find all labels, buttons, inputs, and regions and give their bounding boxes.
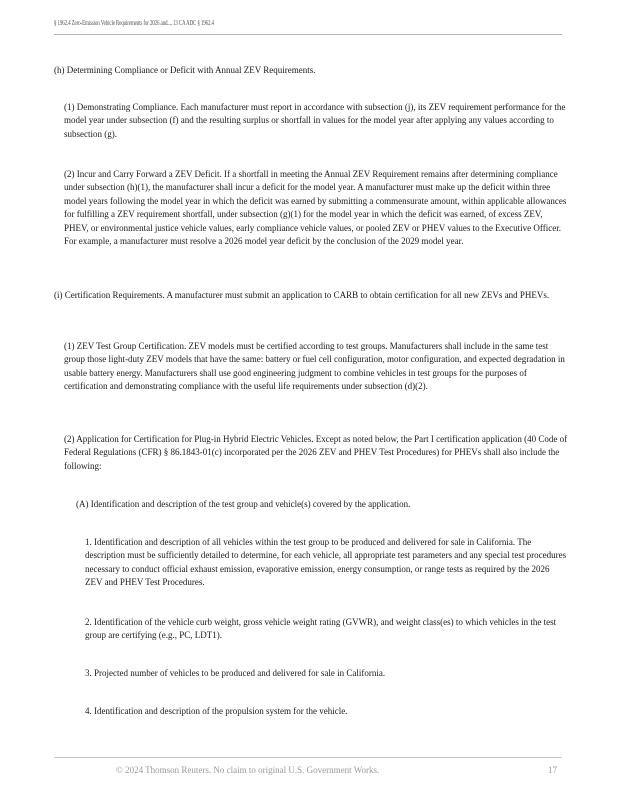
section-h-heading: (h) Determining Compliance or Deficit with Annual ZEV Requirements. xyxy=(54,65,316,75)
footer-divider xyxy=(54,757,562,758)
list-item-4: 4. Identification and description of the propulsion system for the vehicle. xyxy=(85,706,348,716)
paragraph-i2: (2) Application for Certification for Plug-in Hybrid Electric Vehicles. Except as noted below, the Part I certification application (40 Code of Federal Regulations (CFR) § 86.1843-01(c) incorporated per the 2026 ZEV and PHEV Test Procedures) for PHEVs shall also include the following: xyxy=(64,434,568,471)
section-i-heading: (i) Certification Requirements. A manufacturer must submit an application to CARB to obtain certification for all new ZEVs and PHEVs. xyxy=(54,290,550,300)
paragraph-h1: (1) Demonstrating Compliance. Each manufacturer must report in accordance with subsection (j), its ZEV requirement performance for the model year under subsection (f) and the resulting surplus or shortfall in values for the model year after applying any values according to subsection (g). xyxy=(64,102,566,139)
paragraph-i1: (1) ZEV Test Group Certification. ZEV models must be certified according to test groups. Manufacturers shall include in the same test group those light-duty ZEV models that have the same: battery or fuel cell configuration, motor configuration, and expected degradation in usable battery energy. Manufacturers shall use good engineering judgment to combine vehicles in test groups for the purposes of certification and demonstrating compliance with the useful life requirements under subsection (d)(2). xyxy=(64,341,565,392)
paragraph-i2-a: (A) Identification and description of the test group and vehicle(s) covered by the application. xyxy=(76,499,411,509)
footer-copyright: © 2024 Thomson Reuters. No claim to original U.S. Government Works. xyxy=(116,765,380,775)
paragraph-h2: (2) Incur and Carry Forward a ZEV Deficit. If a shortfall in meeting the Annual ZEV Requirement remains after determining compliance under subsection (h)(1), the manufacturer shall incur a deficit for the model year. A manufacturer must make up the deficit within three model years following the model year in which the deficit was earned by submitting a commensurate amount, within applicable allowances for fulfilling a ZEV requirement shortfall, under subsection (g)(1) for the model year in which the deficit was earned, of excess ZEV, PHEV, or environmental justice vehicle values, early compliance vehicle values, or pooled ZEV or PHEV values to the Executive Officer. For example, a manufacturer must resolve a 2026 model year deficit by the conclusion of the 2029 model year. xyxy=(64,169,567,247)
header-divider xyxy=(54,34,562,35)
list-item-3: 3. Projected number of vehicles to be produced and delivered for sale in California. xyxy=(85,668,386,678)
list-item-1: 1. Identification and description of all vehicles within the test group to be produced and delivered for sale in California. The description must be sufficiently detailed to determine, for each vehicle, all appropriate test parameters and any special test procedures necessary to conduct official exhaust emission, evaporative emission, energy consumption, or range tests as required by the 2026 ZEV and PHEV Test Procedures. xyxy=(85,537,567,588)
list-item-2: 2. Identification of the vehicle curb weight, gross vehicle weight rating (GVWR), and weight class(es) to which vehicles in the test group are certifying (e.g., PC, LDT1). xyxy=(85,617,557,641)
page-number: 17 xyxy=(548,765,557,775)
running-header: § 1962.4 Zero-Emission Vehicle Requirements for 2026 and..., 13 CA ADC § 1962.4 xyxy=(54,19,214,27)
